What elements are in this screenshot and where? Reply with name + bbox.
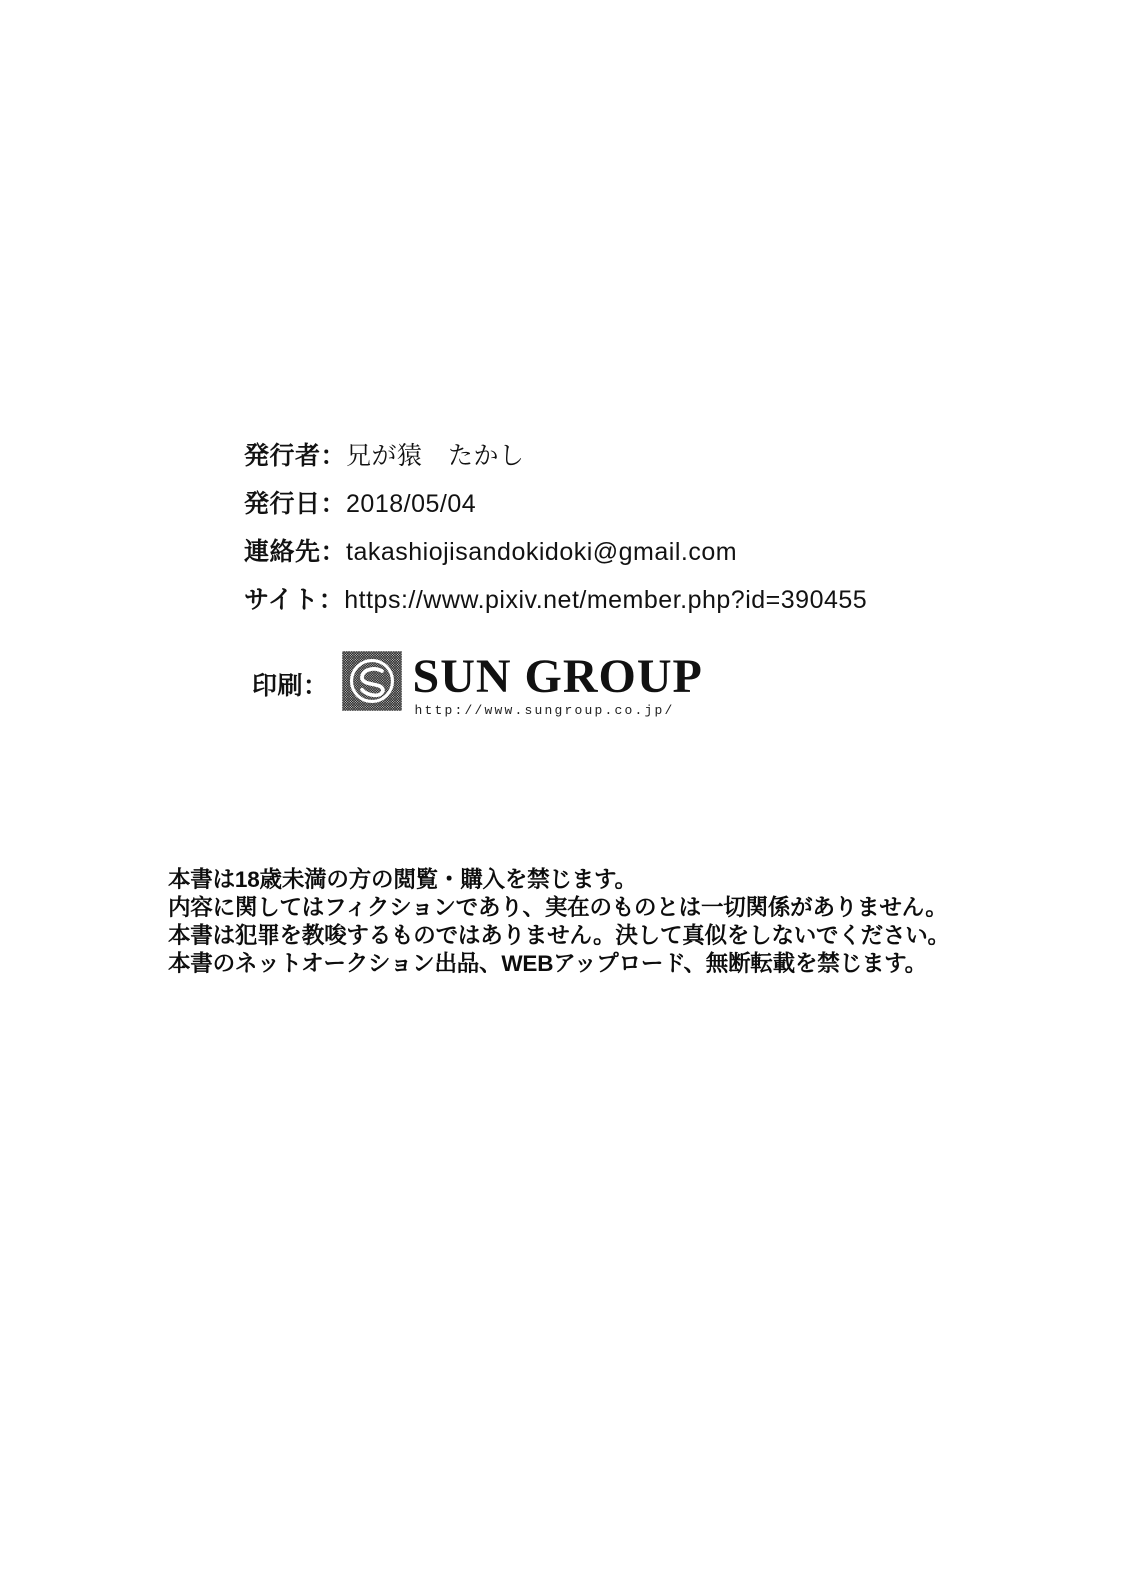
sun-group-url: http://www.sungroup.co.jp/ (414, 703, 675, 718)
notice-line: 本書のネットオークション出品、WEBアップロード、無断転載を禁じます。 (168, 951, 927, 976)
site-url: https://www.pixiv.net/member.php?id=390455 (344, 586, 868, 614)
sun-group-logo-text-wrap (413, 650, 703, 718)
contact-email: takashiojisandokidoki@gmail.com (346, 538, 738, 566)
printer-label: 印刷： (252, 672, 329, 700)
colophon-block (244, 432, 1004, 624)
printer-row (252, 648, 703, 720)
sun-group-wordmark: SUN GROUP (412, 650, 703, 703)
date-label: 発行日： (244, 490, 347, 518)
site-row (244, 576, 1004, 624)
legal-notice-block (168, 866, 1028, 978)
notice-line: 内容に関してはフィクションであり、実在のものとは一切関係がありません。 (168, 895, 948, 920)
date-row (244, 480, 1004, 528)
publisher-label: 発行者： (244, 442, 347, 470)
date-value: 2018/05/04 (346, 490, 477, 518)
publisher-value: 兄が猿 たかし (346, 442, 525, 470)
contact-row (244, 528, 1004, 576)
sun-group-logo (341, 650, 703, 718)
site-label: サイト： (244, 586, 345, 614)
notice-line: 本書は18歳未満の方の閲覧・購入を禁じます。 (168, 867, 637, 892)
contact-label: 連絡先： (244, 538, 347, 566)
sun-group-emblem-icon (341, 650, 403, 712)
notice-line: 本書は犯罪を教唆するものではありません。決して真似をしないでください。 (168, 923, 950, 948)
publisher-row (244, 432, 1004, 480)
